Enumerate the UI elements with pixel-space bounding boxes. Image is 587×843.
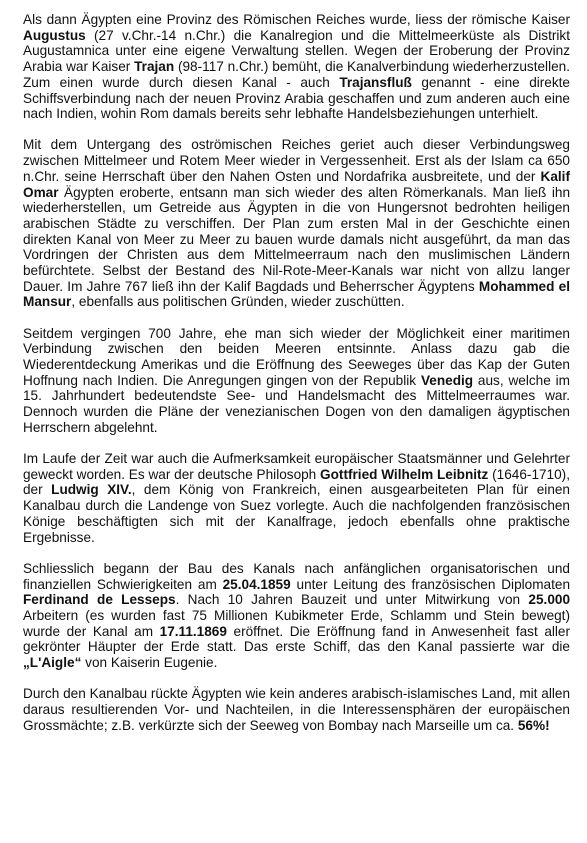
emphasis-text: 56%!	[517, 717, 550, 733]
paragraph-venice: Seitdem vergingen 700 Jahre, ehe man sich wieder der Möglichkeit einer maritimen Verbindung zwischen den beiden Meeren entsinnte. Anlass dazu gab die Wiederentdeckung Amerikas und die Eröffnung des Seeweges über das Kap der Guten Hoffnung nach Indien. Die Anregungen gingen von der Republik Venedig aus, welche im 15. Jahrhundert bedeutendste See- und Handelsmacht des Mittelmeerraumes war. Dennoch wurden die Pläne der venezianischen Dogen von den damaligen ägyptischen Herrschern abgelehnt.	[23, 325, 571, 435]
emphasis-text: Ferdinand de Lesseps	[23, 592, 176, 608]
emphasis-text: Trajan	[134, 59, 175, 75]
paragraph-islamic-era: Mit dem Untergang des oströmischen Reiches geriet auch dieser Verbindungsweg zwischen Mittelmeer und Rotem Meer wieder in Vergessenheit. Erst als der Islam ca 650 n.Chr. seine Herrschaft über den Nahen Osten und Nordafrika ausbreitete, und der Kalif Omar Ägypten eroberte, entsann man sich wieder des alten Römerkanals. Man ließ ihn wiederherstellen, um Getreide aus Ägypten in die von Hungersnot bedrohten heiligen arabischen Städte zu verschiffen. Der Plan zum ersten Mal in der Geschichte einen direkten Kanal von Meer zu Meer zu bauen wurde damals nicht ausgeführt, da man das Vordringen der Christen aus dem Mittelmeerraum nach den muslimischen Ländern befürchtete. Selbst der Bestand des Nil-Rote-Meer-Kanals war nicht von allzu langer Dauer. Im Jahre 767 ließ ihn der Kalif Bagdads und Beherrscher Ägyptens Mohammed el Mansur, ebenfalls aus politischen Gründen, wieder zuschütten.	[23, 137, 570, 310]
emphasis-text: Kalif Omar	[23, 168, 570, 200]
emphasis-text: 25.000	[528, 592, 570, 608]
emphasis-text: Mohammed el Mansur	[23, 278, 570, 310]
paragraph-leibnitz: Im Laufe der Zeit war auch die Aufmerksamkeit europäischer Staatsmänner und Gelehrter geweckt worden. Es war der deutsche Philosoph Gottfried Wilhelm Leibnitz (1646-1710), der Ludwig XIV., dem König von Frankreich, einen ausgearbeiteten Plan für einen Kanalbau durch die Landenge von Suez vorlegte. Auch die nachfolgenden französischen Könige beschäftigten sich mit der Kanalfrage, jedoch ebenfalls ohne praktische Ergebnisse.	[23, 451, 570, 545]
paragraph-roman-era: Als dann Ägypten eine Provinz des Römischen Reiches wurde, liess der römische Kaiser Augustus (27 v.Chr.-14 n.Chr.) die Kanalregion und die Mittelmeerküste als Distrikt Augustamnica unter eine eigene Verwaltung stellen. Wegen der Eroberung der Provinz Arabia war Kaiser Trajan (98-117 n.Chr.) bemüht, die Kanalverbindung wiederherzustellen. Zum einen wurde durch diesen Kanal - auch Trajansfluß genannt - eine direkte Schiffsverbindung nach der neuen Provinz Arabia geschaffen und zum anderen auch eine nach Indien, wohin Rom damals bereits sehr lebhafte Handelsbeziehungen unterhielt.	[23, 12, 570, 122]
emphasis-text: Ludwig XIV.	[51, 482, 132, 498]
emphasis-text: Trajansfluß	[339, 74, 412, 90]
emphasis-text: Gottfried Wilhelm Leibnitz	[320, 466, 489, 482]
emphasis-text: „L'Aigle“	[23, 655, 82, 671]
paragraph-consequences: Durch den Kanalbau rückte Ägypten wie kein anderes arabisch-islamisches Land, mit allen daraus resultierenden Vor- und Nachteilen, in die Interessensphären der europäischen Grossmächte; z.B. verkürzte sich der Seeweg von Bombay nach Marseille um ca. 56%!	[23, 686, 570, 733]
emphasis-text: 25.04.1859	[222, 576, 291, 592]
paragraph-canal-construction: Schliesslich begann der Bau des Kanals nach anfänglichen organisatorischen und finanziellen Schwierigkeiten am 25.04.1859 unter Leitung des französischen Diplomaten Ferdinand de Lesseps. Nach 10 Jahren Bauzeit und unter Mitwirkung von 25.000 Arbeitern (es wurden fast 75 Millionen Kubikmeter Erde, Schlamm und Stein bewegt) wurde der Kanal am 17.11.1869 eröffnet. Die Eröffnung fand in Anwesenheit fast aller gekrönter Häupter der Erde statt. Das erste Schiff, das den Kanal passierte war die „L'Aigle“ von Kaiserin Eugenie.	[23, 560, 571, 671]
emphasis-text: 17.11.1869	[159, 623, 227, 639]
emphasis-text: Augustus	[23, 27, 86, 43]
emphasis-text: Venedig	[420, 372, 474, 388]
